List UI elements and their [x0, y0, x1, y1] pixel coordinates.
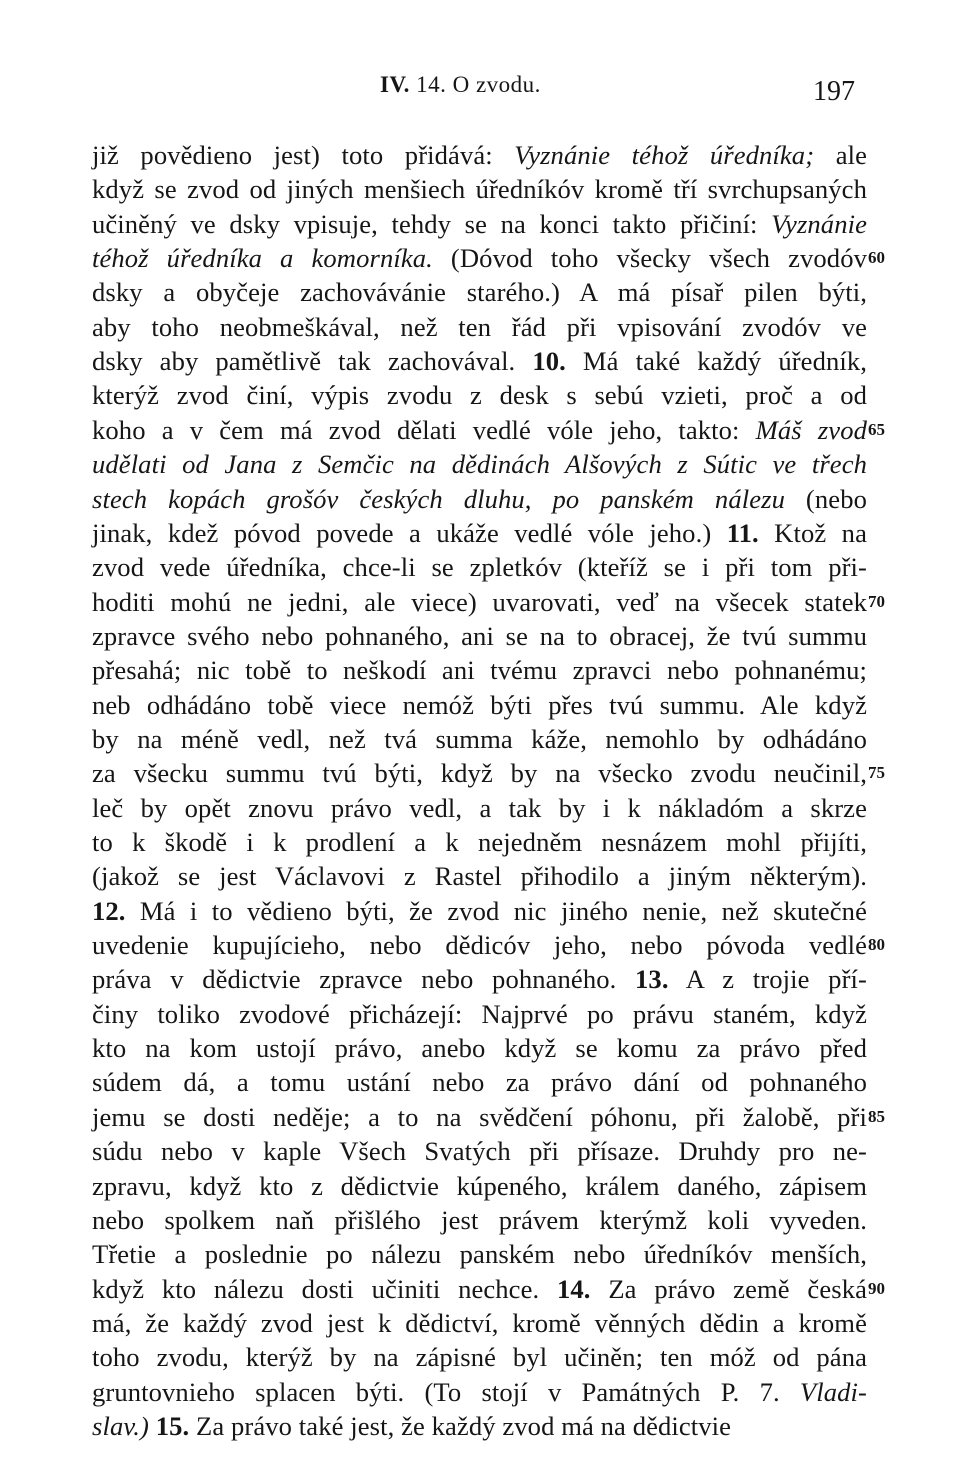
text-run: súdu nebo v kaple Všech Svatých při přísaze. Druhdy pro ne- [92, 1136, 867, 1167]
text-run: uvedenie kupujícieho, nebo dědicóv jeho, nebo póvoda vedlé [92, 930, 867, 961]
text-run: Má i to vědieno býti, že zvod nic jiného nenie, než skutečné [125, 895, 867, 926]
text-run: Ktož na [758, 517, 867, 548]
text-line [92, 1271, 867, 1307]
text-run: dsky a obyčeje zachovávánie starého.) A má písař pilen býti, [92, 277, 867, 308]
text-run: přesahá; nic tobě to neškodí ani tvému zpravci nebo pohnanému; [92, 655, 867, 686]
text-line [92, 893, 867, 929]
text-run: neb odhádáno tobě viece nemóž býti přes tvú summu. Ale když [92, 689, 867, 720]
text-line [92, 240, 867, 276]
section-number: 14. [557, 1273, 591, 1304]
text-line [92, 927, 867, 963]
text-line [92, 377, 867, 413]
section-title: 14. O zvodu. [416, 72, 541, 97]
text-line [92, 1133, 867, 1169]
text-line [92, 1030, 867, 1066]
text-line [92, 996, 867, 1032]
italic-text: Vyznánie téhož úředníka; [514, 140, 815, 170]
text-run: hoditi mohú ne jedni, ale viece) uvarovati, veď na všecek statek [92, 586, 867, 617]
text-run: kto na kom ustojí právo, anebo když se komu za právo před [92, 1033, 867, 1064]
text-line [92, 549, 867, 585]
margin-line-number: 70 [868, 591, 885, 611]
italic-text: Vyznánie [771, 208, 867, 239]
section-number: 10. [532, 346, 566, 377]
text-run: to k škodě i k prodlení a k nejedněm nesnázem mohl přijíti, [92, 827, 867, 857]
text-line [92, 1408, 867, 1444]
text-run: činy toliko zvodové přicházejí: Najprvé po právu staném, když [92, 998, 867, 1029]
text-run: když se zvod od jiných menšiech úředníkóv kromě tří svrchupsaných [92, 174, 867, 205]
text-line [92, 481, 867, 517]
margin-line-number: 75 [868, 763, 885, 783]
margin-line-number: 90 [868, 1278, 885, 1298]
text-run: Třetie a poslednie po nálezu panském nebo úředníkóv menších, [92, 1239, 867, 1270]
text-line [92, 1168, 867, 1204]
text-line [92, 618, 867, 654]
italic-text: Vladi- [799, 1376, 867, 1407]
text-line [92, 961, 867, 997]
text-run: Za právo země česká [590, 1273, 867, 1304]
text-run: jinak, kdež póvod povede a ukáže vedlé vóle jeho.) [92, 517, 727, 548]
text-run: ale [814, 140, 867, 170]
text-run: nebo spolkem naň přišlého jest právem kterýmž koli vyveden. [92, 1204, 867, 1235]
text-run [149, 1411, 156, 1441]
text-line [92, 721, 867, 757]
margin-line-number: 80 [868, 935, 885, 955]
text-run: Má také každý úředník, [565, 346, 867, 377]
text-run: má, že každý zvod jest k dědictví, kromě věnných dědin a kromě [92, 1307, 867, 1338]
text-run: leč by opět znovu právo vedl, a tak by i k nákladóm a skrze [92, 792, 867, 823]
text-line [92, 858, 867, 894]
text-run: (jakož se jest Václavovi z Rastel přihodilo a jiným některým). [92, 861, 867, 892]
text-line [92, 137, 867, 173]
section-number: 11. [726, 517, 759, 548]
text-line [92, 274, 867, 310]
page-number: 197 [813, 76, 855, 107]
text-run: Za právo také jest, že každý zvod má na dědictvie [189, 1410, 732, 1441]
text-run: jemu se dosti neděje; a to na svědčení póhonu, při žalobě, při [92, 1101, 867, 1132]
text-line [92, 1236, 867, 1272]
text-line [92, 1374, 867, 1410]
margin-line-number: 85 [868, 1106, 885, 1126]
text-line [92, 1305, 867, 1341]
text-line [92, 412, 867, 448]
text-run: gruntovnieho splacen býti. (To stojí v Památných P. 7. [92, 1376, 800, 1407]
text-line [92, 1202, 867, 1238]
text-run: zpravu, když kto z dědictvie kúpeného, králem daného, zápisem [92, 1170, 867, 1201]
text-line [92, 309, 867, 345]
section-number: 12. [92, 895, 126, 926]
text-run: súdem dá, a tomu ustání nebo za právo dání od pohnaného [92, 1067, 867, 1098]
text-run: koho a v čem má zvod dělati vedlé vóle jeho, takto: [92, 414, 756, 445]
page-header [380, 72, 855, 112]
text-run: učiněný ve dsky vpisuje, tehdy se na konci takto přičiní: [92, 208, 772, 239]
margin-line-number: 60 [868, 248, 885, 268]
text-line [92, 515, 867, 551]
italic-text: stech kopách grošóv českých dluhu, po panském nálezu [92, 483, 785, 514]
section-number: 15. [155, 1410, 190, 1441]
text-run: (Dóvod toho všecky všech zvodóv [432, 243, 867, 274]
text-line [92, 790, 867, 826]
text-line [92, 446, 867, 482]
text-line [92, 652, 867, 688]
italic-text: téhož úředníka a komorníka. [92, 243, 433, 274]
margin-line-number: 65 [868, 419, 885, 439]
text-run: zvod vede úředníka, chce-li se zpletkóv (kteříž se i při tom při- [92, 552, 867, 583]
text-run: již povědieno jest) toto přidává: [92, 140, 515, 170]
text-line [92, 1064, 867, 1100]
italic-text: slav.) [92, 1410, 149, 1441]
text-run: aby toho neobmeškával, než ten řád při vpisování zvodóv ve [92, 311, 867, 342]
text-line [92, 1099, 867, 1135]
text-run: dsky aby pamětlivě tak zachovával. [92, 346, 533, 377]
text-run: (nebo [784, 483, 867, 514]
text-line [92, 343, 867, 379]
text-run: A z trojie pří- [668, 964, 867, 995]
text-run: zpravce svého nebo pohnaného, ani se na to obracej, že tvú summu [92, 620, 867, 651]
text-line [92, 171, 867, 207]
running-head [380, 72, 541, 98]
text-line [92, 824, 867, 860]
text-line [92, 584, 867, 620]
text-run: kterýž zvod činí, výpis zvodu z desk s sebú vzieti, proč a od [92, 380, 867, 411]
italic-text: Máš zvod [755, 414, 867, 445]
text-run: za všecku summu tvú býti, když by na všecko zvodu neučinil, [92, 758, 867, 789]
chapter-number: IV. [380, 72, 410, 97]
text-run: když kto nálezu dosti učiniti nechce. [92, 1273, 558, 1304]
text-run: práva v dědictvie zpravce nebo pohnaného. [92, 964, 636, 995]
text-line [92, 206, 867, 242]
text-run: toho zvodu, kterýž by na zápisné byl učiněn; ten móž od pána [92, 1342, 867, 1373]
text-run: by na méně vedl, než tvá summa káže, nemohlo by odhádáno [92, 723, 867, 754]
text-line [92, 1339, 867, 1375]
text-line [92, 687, 867, 723]
section-number: 13. [635, 964, 669, 995]
text-line [92, 755, 867, 791]
italic-text: udělati od Jana z Semčic na dědinách Alšových z Sútic ve třech [92, 449, 867, 480]
